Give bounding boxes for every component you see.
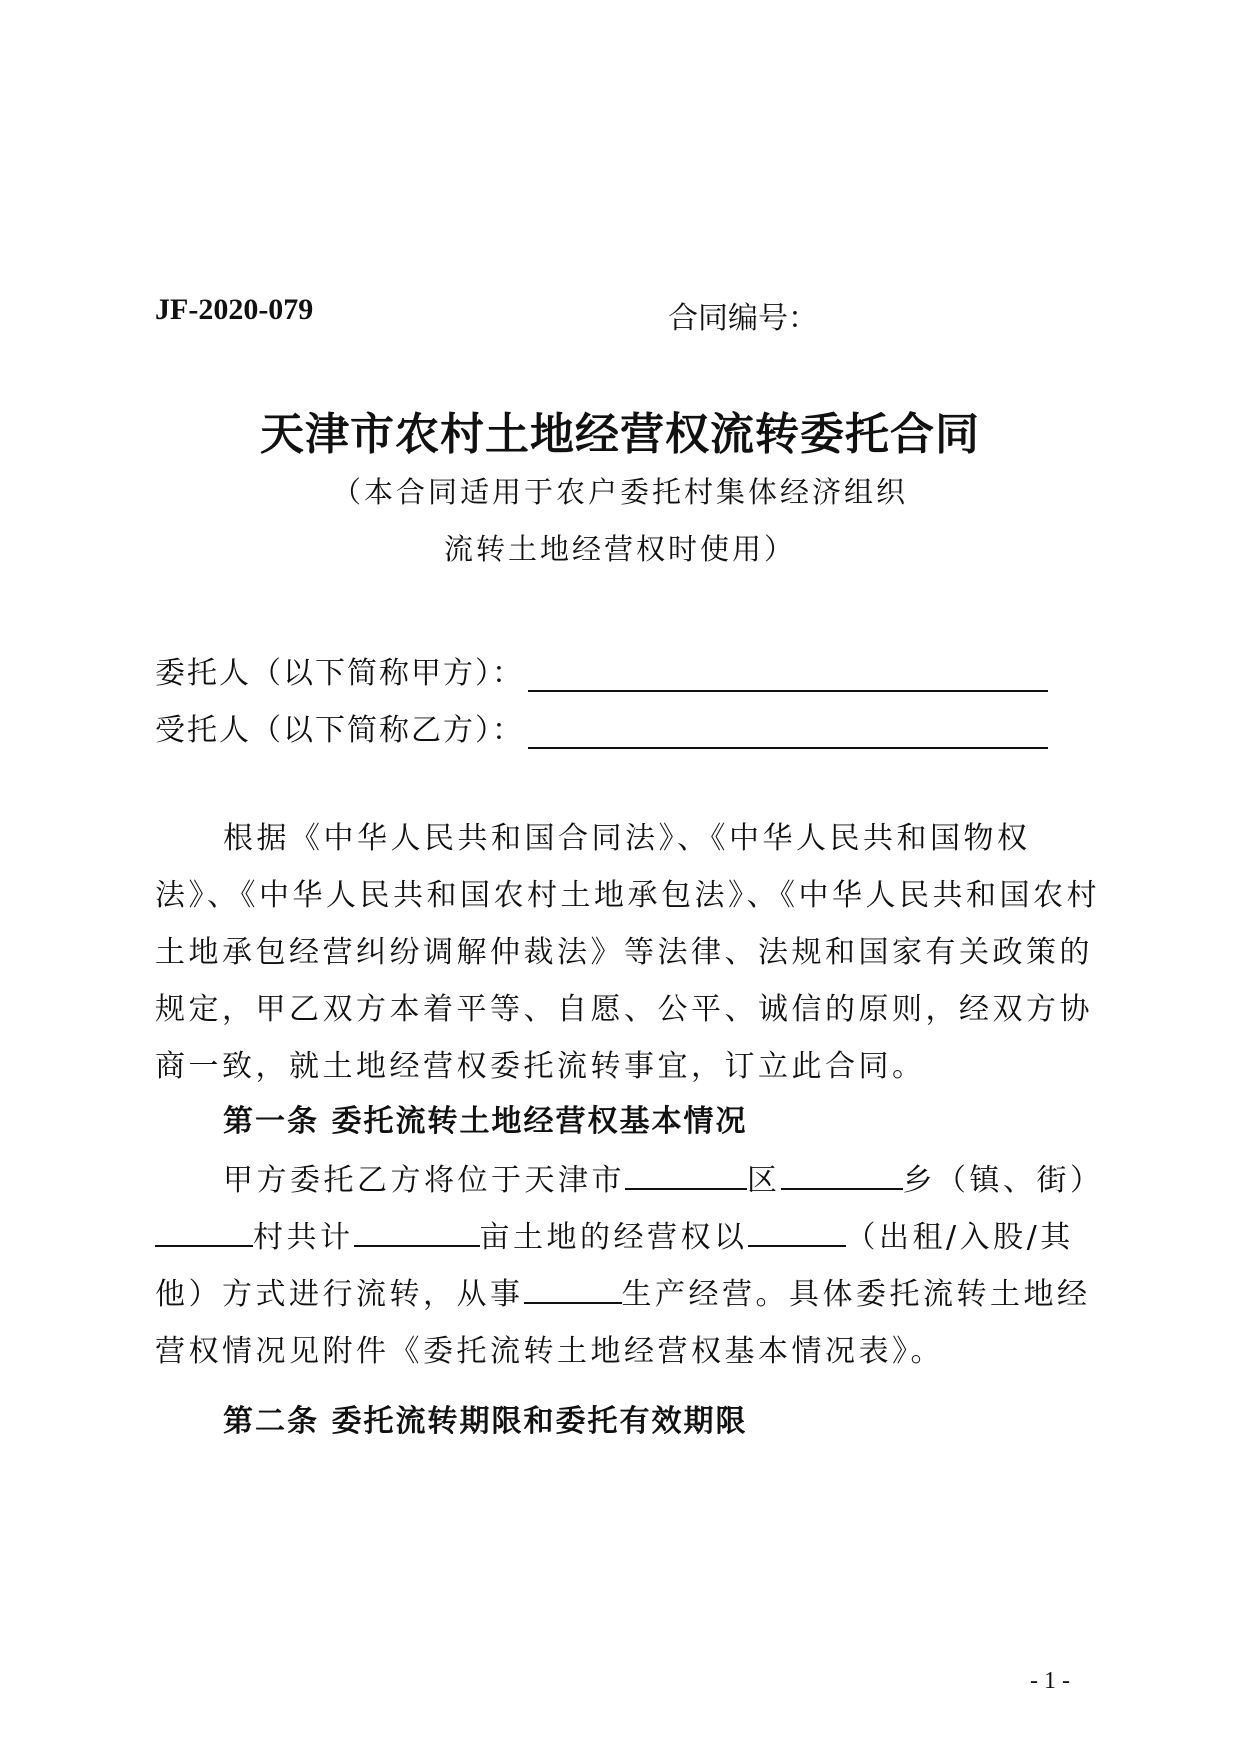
- acreage-blank[interactable]: [354, 1215, 480, 1247]
- article-1-text-6: （出租/入股/其他）方式进行流转，从事: [155, 1220, 1074, 1312]
- trustee-row: [155, 705, 1048, 749]
- article-1-text-2: 区: [747, 1163, 781, 1198]
- article-2-heading: 第二条 委托流转期限和委托有效期限: [223, 1404, 748, 1439]
- business-type-blank[interactable]: [524, 1272, 622, 1304]
- subtitle-line-2: 流转土地经营权时使用）: [443, 532, 796, 566]
- document-title: 天津市农村土地经营权流转委托合同: [260, 409, 980, 460]
- trustee-field[interactable]: [528, 713, 1048, 749]
- township-blank[interactable]: [781, 1158, 903, 1190]
- trustee-label: 受托人（以下简称乙方）：: [155, 713, 524, 748]
- article-1-heading: 第一条 委托流转土地经营权基本情况: [223, 1104, 748, 1139]
- transfer-method-blank[interactable]: [748, 1215, 846, 1247]
- article-1-text-3: 乡（镇、街）: [902, 1163, 1104, 1198]
- article-1-text-1: 甲方委托乙方将位于天津市: [223, 1163, 625, 1198]
- article-1-text-4: 村共计: [253, 1220, 354, 1255]
- village-blank[interactable]: [155, 1215, 253, 1247]
- subtitle-line-1: （本合同适用于农户委托村集体经济组织: [331, 475, 908, 509]
- contract-number-label: 合同编号：: [668, 301, 818, 336]
- page-number: - 1 -: [1030, 1668, 1070, 1694]
- article-1-paragraph: [155, 1152, 1105, 1380]
- preamble-paragraph: 根据《中华人民共和国合同法》、《中华人民共和国物权法》、《中华人民共和国农村土地承包法》、《中华人民共和国农村土地承包经营纠纷调解仲裁法》等法律、法规和国家有关政策的规定，甲乙双方本着平等、自愿、公平、诚信的原则，经双方协商一致，就土地经营权委托流转事宜，订立此合同。: [155, 821, 1100, 1084]
- district-blank[interactable]: [625, 1158, 747, 1190]
- entrustor-field[interactable]: [528, 656, 1048, 692]
- article-1-text-7: 生产经营。具体委托流转土地经营权情况见附件《委托流转土地经营权基本情况表》。: [155, 1277, 1091, 1369]
- entrustor-row: [155, 648, 1048, 692]
- entrustor-label: 委托人（以下简称甲方）：: [155, 656, 524, 691]
- article-1-text-5: 亩土地的经营权以: [479, 1220, 748, 1255]
- document-code: JF-2020-079: [155, 293, 314, 326]
